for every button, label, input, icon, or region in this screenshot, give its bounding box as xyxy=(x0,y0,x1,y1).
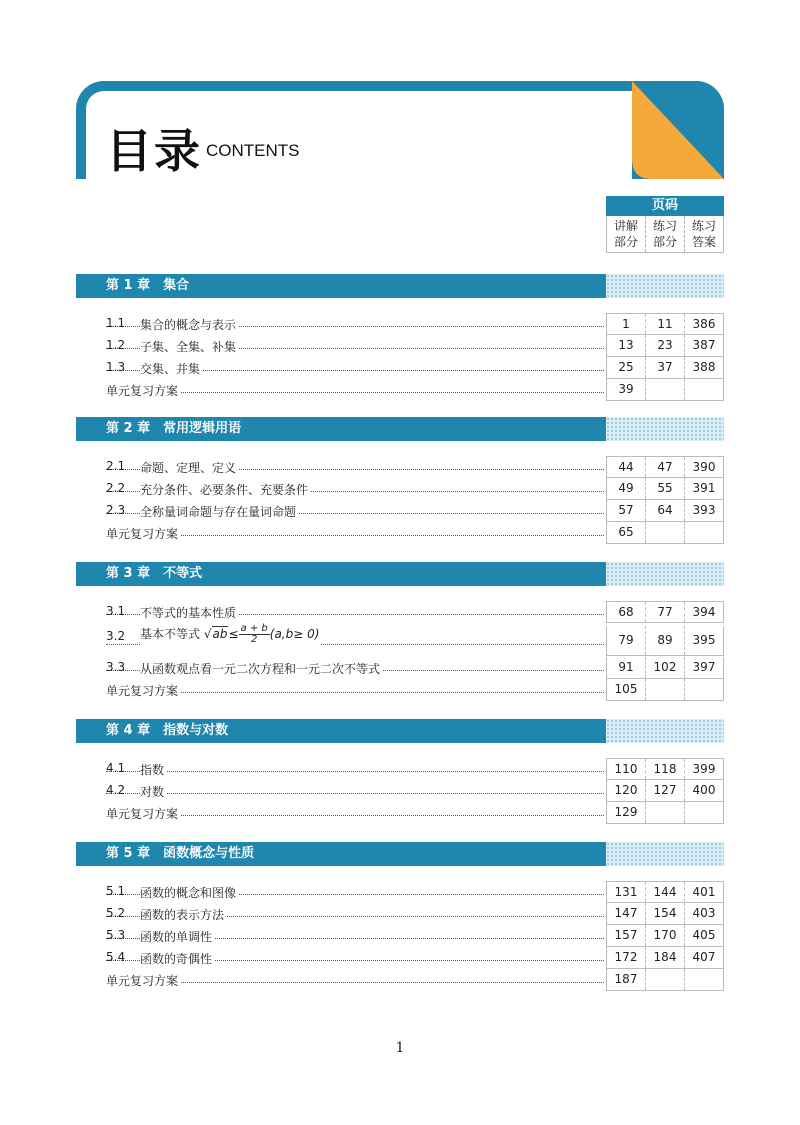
toc-entry[interactable] xyxy=(106,679,724,701)
chapter-bar xyxy=(76,417,724,441)
entry-number: 1.1 xyxy=(106,316,126,330)
col-answers xyxy=(685,216,723,252)
page-lecture: 57 xyxy=(607,500,646,521)
entry-pages xyxy=(606,522,724,544)
toc-entry[interactable] xyxy=(106,623,724,656)
entry-number: 1.2 xyxy=(106,338,126,352)
page-answers xyxy=(685,802,723,823)
entry-number: 2.3 xyxy=(106,503,126,517)
page-practice xyxy=(646,379,685,400)
page-code-legend xyxy=(606,196,724,253)
entry-pages xyxy=(606,626,724,656)
entry-title xyxy=(140,624,321,645)
col-practice-l1: 练习 xyxy=(652,219,677,233)
toc-entry[interactable] xyxy=(106,947,724,969)
entry-text: 指数 xyxy=(140,763,165,777)
page-answers: 405 xyxy=(692,928,716,942)
entry-number: 3.3 xyxy=(106,660,126,674)
entry-text: 命题、定理、定义 xyxy=(140,461,237,475)
page-answers: 386 xyxy=(692,317,716,331)
entry-number: 4.2 xyxy=(106,783,126,797)
entry-text: 集合的概念与表示 xyxy=(140,318,237,332)
page-practice: 144 xyxy=(646,882,685,902)
entry-pages xyxy=(606,500,724,522)
page-answers: 393 xyxy=(692,503,716,517)
page-practice xyxy=(646,969,685,990)
entry-title xyxy=(106,525,180,542)
entry-pages xyxy=(606,969,724,991)
leader-dots xyxy=(106,392,604,393)
entry-pages xyxy=(606,679,724,701)
toc-entry[interactable] xyxy=(106,657,724,679)
entry-text: 对数 xyxy=(140,785,165,799)
page-practice: 102 xyxy=(646,657,685,678)
page-lecture: 91 xyxy=(607,657,646,678)
entry-text: 函数的概念和图像 xyxy=(140,886,237,900)
contents-header xyxy=(76,81,724,179)
toc-entry[interactable] xyxy=(106,969,724,991)
entry-text: 充分条件、必要条件、充要条件 xyxy=(140,483,309,497)
entry-text: 基本不等式 xyxy=(140,627,201,641)
col-lecture-l1: 讲解 xyxy=(613,219,638,233)
chapter-bar-pattern xyxy=(606,562,724,586)
entry-text: 交集、并集 xyxy=(140,362,201,376)
leader-dots xyxy=(106,982,604,983)
page-lecture: 39 xyxy=(607,379,646,400)
page-lecture: 79 xyxy=(607,626,646,655)
frac-numerator: a + b xyxy=(240,623,268,634)
toc-entry[interactable] xyxy=(106,881,724,903)
entry-pages xyxy=(606,379,724,401)
entry-pages xyxy=(606,903,724,925)
entry-text: 单元复习方案 xyxy=(106,527,179,541)
toc-entry[interactable] xyxy=(106,601,724,623)
page-lecture: 49 xyxy=(607,478,646,499)
page-lecture: 120 xyxy=(607,780,646,801)
toc-entry[interactable] xyxy=(106,335,724,357)
chapter-bar-pattern xyxy=(606,274,724,298)
col-lecture-l2: 部分 xyxy=(613,235,638,249)
page-practice: 37 xyxy=(646,357,685,378)
toc-entry[interactable] xyxy=(106,478,724,500)
entry-text: 单元复习方案 xyxy=(106,384,179,398)
page-lecture: 172 xyxy=(607,947,646,968)
toc-entry[interactable] xyxy=(106,780,724,802)
entry-title xyxy=(140,761,166,778)
entry-title xyxy=(140,316,238,333)
entry-title xyxy=(140,660,382,677)
entry-number: 1.3 xyxy=(106,360,126,374)
chapter-bar-pattern xyxy=(606,417,724,441)
page-lecture: 44 xyxy=(607,457,646,477)
leader-dots xyxy=(106,771,604,772)
page-answers: 390 xyxy=(692,460,716,474)
entry-pages xyxy=(606,925,724,947)
math-condition: (a,b≥ 0) xyxy=(269,627,320,641)
page-lecture: 157 xyxy=(607,925,646,946)
page-title: 目录 xyxy=(106,124,202,178)
page-answers: 394 xyxy=(692,605,716,619)
entry-text: 单元复习方案 xyxy=(106,807,179,821)
entry-title xyxy=(140,950,214,967)
entry-number: 4.1 xyxy=(106,761,126,775)
entry-title xyxy=(106,805,180,822)
frac-denominator: 2 xyxy=(250,634,258,645)
sqrt-expr: √ab xyxy=(203,627,228,641)
page-answers: 391 xyxy=(692,481,716,495)
page-practice: 127 xyxy=(646,780,685,801)
leader-dots xyxy=(106,692,604,693)
entry-pages xyxy=(606,947,724,969)
entry-title xyxy=(106,972,180,989)
page-lecture: 1 xyxy=(607,314,646,334)
entry-pages xyxy=(606,780,724,802)
chapter-title: 第 4 章 指数与对数 xyxy=(106,723,229,738)
entry-title xyxy=(106,382,180,399)
entry-text: 子集、全集、补集 xyxy=(140,340,237,354)
page-lecture: 105 xyxy=(607,679,646,700)
entry-pages xyxy=(606,657,724,679)
page-practice xyxy=(646,802,685,823)
entry-text: 单元复习方案 xyxy=(106,684,179,698)
page-answers xyxy=(685,379,723,400)
page-practice: 23 xyxy=(646,335,685,356)
page-lecture: 13 xyxy=(607,335,646,356)
page-code-title: 页码 xyxy=(606,196,724,216)
entry-text: 不等式的基本性质 xyxy=(140,606,237,620)
toc-entry[interactable] xyxy=(106,802,724,824)
chapter-bar-pattern xyxy=(606,842,724,866)
entry-number: 5.1 xyxy=(106,884,126,898)
entry-pages xyxy=(606,313,724,335)
entry-number: 5.2 xyxy=(106,906,126,920)
corner-decoration xyxy=(632,81,724,179)
page-lecture: 110 xyxy=(607,759,646,779)
toc-entry[interactable] xyxy=(106,522,724,544)
entry-title xyxy=(140,459,238,476)
page-practice: 11 xyxy=(646,314,685,334)
page-practice: 47 xyxy=(646,457,685,477)
page-answers: 407 xyxy=(692,950,716,964)
page-subtitle: CONTENTS xyxy=(206,141,300,160)
page-lecture: 129 xyxy=(607,802,646,823)
entry-number: 2.1 xyxy=(106,459,126,473)
entry-title xyxy=(140,906,226,923)
page-practice: 184 xyxy=(646,947,685,968)
page-answers: 388 xyxy=(692,360,716,374)
entry-pages xyxy=(606,881,724,903)
entry-text: 全称量词命题与存在量词命题 xyxy=(140,505,297,519)
page-answers: 399 xyxy=(692,762,716,776)
col-practice-l2: 部分 xyxy=(652,235,677,249)
chapter-bar xyxy=(76,274,724,298)
entry-number: 3.2 xyxy=(106,629,126,643)
entry-pages xyxy=(606,456,724,478)
col-lecture xyxy=(607,216,646,252)
page-number: 1 xyxy=(395,1040,405,1056)
page-practice: 55 xyxy=(646,478,685,499)
chapter-bar-pattern xyxy=(606,719,724,743)
chapter-title: 第 5 章 函数概念与性质 xyxy=(106,846,255,861)
page-answers xyxy=(685,522,723,543)
page-answers: 395 xyxy=(692,633,716,647)
page-practice: 154 xyxy=(646,903,685,924)
chapter-title: 第 3 章 不等式 xyxy=(106,566,203,581)
entry-title xyxy=(140,360,202,377)
col-answers-l1: 练习 xyxy=(691,219,716,233)
entry-title xyxy=(140,604,238,621)
fraction xyxy=(239,624,270,645)
leader-dots xyxy=(106,793,604,794)
col-practice xyxy=(646,216,685,252)
chapter-title: 第 2 章 常用逻辑用语 xyxy=(106,421,242,436)
page-answers: 397 xyxy=(692,660,716,674)
toc-entry[interactable] xyxy=(106,500,724,522)
toc-entry[interactable] xyxy=(106,313,724,335)
page-answers: 400 xyxy=(692,783,716,797)
entry-title xyxy=(140,481,310,498)
chapter-bar xyxy=(76,842,724,866)
chapter-bar xyxy=(76,719,724,743)
toc-entry[interactable] xyxy=(106,456,724,478)
page-answers xyxy=(685,969,723,990)
entry-text: 函数的表示方法 xyxy=(140,908,225,922)
entry-title xyxy=(140,928,214,945)
chapter-title: 第 1 章 集合 xyxy=(106,278,190,293)
entry-number: 5.3 xyxy=(106,928,126,942)
chapter-bar xyxy=(76,562,724,586)
col-answers-l2: 答案 xyxy=(691,235,716,249)
toc-entry[interactable] xyxy=(106,379,724,401)
entry-pages xyxy=(606,357,724,379)
sqrt-radicand: ab xyxy=(212,627,228,641)
page-practice: 64 xyxy=(646,500,685,521)
entry-number: 2.2 xyxy=(106,481,126,495)
entry-title xyxy=(140,884,238,901)
page-practice: 118 xyxy=(646,759,685,779)
page-lecture: 131 xyxy=(607,882,646,902)
entry-pages xyxy=(606,802,724,824)
page-practice xyxy=(646,679,685,700)
entry-pages xyxy=(606,335,724,357)
entry-number: 3.1 xyxy=(106,604,126,618)
le-sign: ≤ xyxy=(228,627,239,641)
page-practice: 77 xyxy=(646,602,685,622)
leader-dots xyxy=(106,535,604,536)
entry-number: 5.4 xyxy=(106,950,126,964)
entry-text: 函数的单调性 xyxy=(140,930,213,944)
entry-text: 单元复习方案 xyxy=(106,974,179,988)
toc-entry[interactable] xyxy=(106,925,724,947)
entry-title xyxy=(140,783,166,800)
leader-dots xyxy=(106,815,604,816)
entry-text: 函数的奇偶性 xyxy=(140,952,213,966)
toc-entry[interactable] xyxy=(106,903,724,925)
entry-title xyxy=(140,338,238,355)
entry-title xyxy=(140,503,298,520)
entry-title xyxy=(106,682,180,699)
page-answers: 403 xyxy=(692,906,716,920)
entry-text: 从函数观点看一元二次方程和一元二次不等式 xyxy=(140,662,381,676)
page-answers: 387 xyxy=(692,338,716,352)
page-practice: 170 xyxy=(646,925,685,946)
page-lecture: 187 xyxy=(607,969,646,990)
page-lecture: 65 xyxy=(607,522,646,543)
page-practice xyxy=(646,522,685,543)
page-answers: 401 xyxy=(692,885,716,899)
page-practice: 89 xyxy=(646,626,685,655)
toc-entry[interactable] xyxy=(106,357,724,379)
page-lecture: 147 xyxy=(607,903,646,924)
page-lecture: 68 xyxy=(607,602,646,622)
entry-pages xyxy=(606,758,724,780)
page-lecture: 25 xyxy=(607,357,646,378)
entry-pages xyxy=(606,478,724,500)
page-answers xyxy=(685,679,723,700)
toc-entry[interactable] xyxy=(106,758,724,780)
entry-pages xyxy=(606,601,724,623)
